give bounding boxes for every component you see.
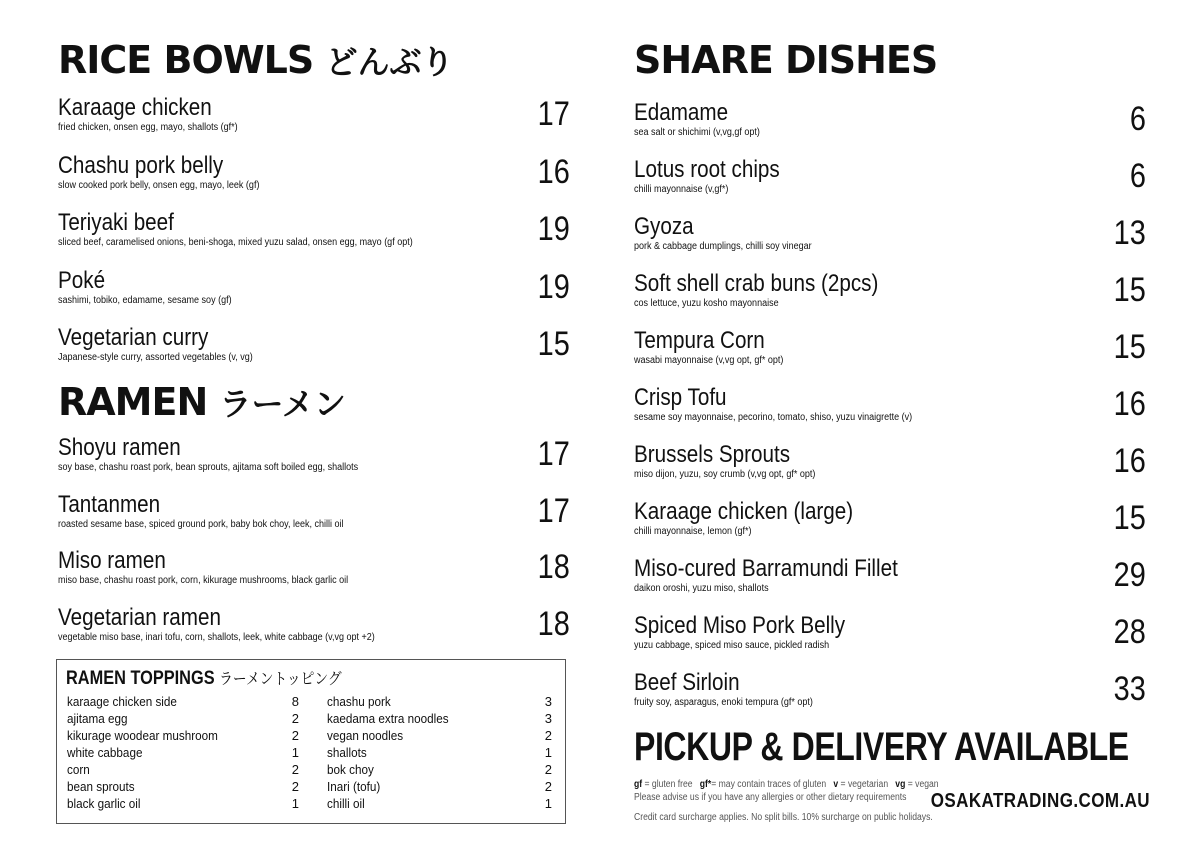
topping-price: 3 [544,711,552,726]
menu-item [634,555,1146,595]
menu-item [58,324,570,364]
topping-name: kaedama extra noodles [327,711,449,726]
ramen-heading [58,380,346,426]
menu-item [58,209,570,249]
toppings-heading [66,666,342,690]
topping-name: white cabbage [67,745,143,760]
rice-bowls-heading [58,38,454,84]
ramen-title: RAMEN [58,380,208,424]
topping-row [67,693,299,710]
share-dishes-heading [634,38,937,82]
menu-item-price: 18 [537,548,570,586]
menu-item-price: 6 [1129,157,1146,195]
menu-item-name: Beef Sirloin [634,669,740,696]
menu-item-name: Spiced Miso Pork Belly [634,612,846,639]
surcharge-note: Credit card surcharge applies. No split bills. 10% surcharge on public holidays. [634,812,933,823]
legend-gf-star-text: = may contain traces of gluten [711,779,827,790]
topping-price: 8 [291,694,299,709]
topping-price: 2 [291,711,299,726]
menu-item [58,434,570,474]
ramen-title-jp: ラーメン [219,385,346,423]
topping-row [67,710,299,727]
menu-item-name: Lotus root chips [634,156,780,183]
menu-item-description: soy base, chashu roast pork, bean sprouts, ajitama soft boiled egg, shallots [58,462,359,473]
topping-name: karaage chicken side [67,694,177,709]
topping-price: 2 [291,728,299,743]
topping-price: 2 [544,779,552,794]
topping-row [67,761,299,778]
topping-name: black garlic oil [67,796,141,811]
menu-item-price: 15 [1113,271,1146,309]
menu-item-name: Vegetarian curry [58,324,209,351]
topping-row [327,744,552,761]
menu-item [634,384,1146,424]
topping-row [67,744,299,761]
menu-item-name: Soft shell crab buns (2pcs) [634,270,879,297]
menu-item-price: 16 [1113,385,1146,423]
topping-name: chilli oil [327,796,365,811]
topping-name: Inari (tofu) [327,779,381,794]
menu-item-price: 19 [537,267,570,306]
menu-item-price: 18 [537,604,570,643]
menu-item [634,441,1146,481]
menu-item [634,669,1146,709]
menu-item [58,491,570,531]
menu-item-description: Japanese-style curry, assorted vegetables (v, vg) [58,352,253,363]
menu-item-description: cos lettuce, yuzu kosho mayonnaise [634,298,779,309]
menu-item-price: 16 [537,152,570,191]
topping-row [67,795,299,812]
menu-item [58,267,570,307]
menu-item-description: chilli mayonnaise, lemon (gf*) [634,526,752,537]
menu-item-price: 19 [537,210,570,248]
topping-price: 2 [544,762,552,777]
menu-item [634,270,1146,310]
topping-row [327,693,552,710]
topping-row [67,727,299,744]
topping-price: 1 [291,796,299,811]
topping-price: 1 [544,745,552,760]
menu-item-name: Karaage chicken (large) [634,498,854,525]
topping-price: 2 [291,779,299,794]
menu-item-description: chilli mayonnaise (v,gf*) [634,184,729,195]
menu-item-price: 6 [1129,100,1146,138]
topping-price: 3 [544,694,552,709]
allergy-note: Please advise us if you have any allergies or other dietary requirements [634,792,907,803]
topping-price: 2 [291,762,299,777]
topping-price: 2 [544,728,552,743]
menu-item-price: 16 [1113,442,1146,480]
topping-row [327,795,552,812]
ramen-toppings-box [56,659,566,824]
share-dishes-title: SHARE DISHES [634,38,938,82]
menu-item-name: Edamame [634,99,729,126]
menu-item-description: miso base, chashu roast pork, corn, kikurage mushrooms, black garlic oil [58,575,349,586]
topping-name: chashu pork [327,694,391,709]
menu-item-price: 15 [537,325,570,363]
legend-vg-text: = vegan [907,779,939,790]
menu-item [58,94,570,134]
legend-vg-key: vg [895,779,906,790]
menu-item-description: sea salt or shichimi (v,vg,gf opt) [634,127,760,138]
topping-row [327,778,552,795]
menu-item-price: 28 [1113,613,1146,651]
topping-row [327,727,552,744]
topping-name: vegan noodles [327,728,404,743]
topping-row [327,710,552,727]
menu-item-name: Karaage chicken [58,94,212,121]
menu-item-price: 13 [1113,214,1146,252]
menu-item-description: daikon oroshi, yuzu miso, shallots [634,583,769,594]
dietary-legend [634,779,939,791]
menu-item-price: 15 [1113,499,1146,537]
menu-item-description: slow cooked pork belly, onsen egg, mayo, leek (gf) [58,179,260,191]
menu-item-description: miso dijon, yuzu, soy crumb (v,vg opt, gf* opt) [634,469,816,480]
legend-v-key: v [833,779,839,790]
website-link[interactable]: OSAKATRADING.COM.AU [930,790,1150,812]
menu-item-price: 17 [537,95,570,133]
menu-item-name: Crisp Tofu [634,384,727,411]
topping-price: 1 [291,745,299,760]
menu-item-price: 33 [1113,670,1146,708]
menu-item-price: 17 [537,491,570,530]
topping-name: shallots [327,745,367,760]
menu-item-name: Vegetarian ramen [58,603,221,631]
menu-item-description: pork & cabbage dumplings, chilli soy vinegar [634,241,812,252]
menu-item-name: Chashu pork belly [58,151,224,179]
topping-name: kikurage woodear mushroom [67,728,218,743]
menu-item [58,152,570,192]
menu-item-description: wasabi mayonnaise (v,vg opt, gf* opt) [634,355,784,366]
legend-gf-text: = gluten free [644,779,693,790]
menu-item-name: Tempura Corn [634,327,765,354]
legend-v-text: = vegetarian [840,779,889,790]
menu-item [58,604,570,644]
menu-item-name: Miso ramen [58,547,166,574]
menu-item [634,498,1146,538]
menu-item-price: 17 [537,435,570,473]
menu-item-description: sliced beef, caramelised onions, beni-shoga, mixed yuzu salad, onsen egg, mayo (gf opt) [58,237,413,248]
menu-item-description: yuzu cabbage, spiced miso sauce, pickled radish [634,640,830,651]
menu-item-name: Teriyaki beef [58,209,174,236]
topping-name: ajitama egg [67,711,128,726]
topping-row [327,761,552,778]
legend-gf-key: gf [634,779,643,790]
menu-item-price: 15 [1113,328,1146,366]
legend-gf-star-key: gf* [699,779,712,790]
topping-name: corn [67,762,90,777]
menu-item [634,99,1146,139]
pickup-delivery-banner: PICKUP & DELIVERY AVAILABLE [634,725,1129,769]
toppings-title-jp: ラーメントッピング [219,671,342,688]
menu-item-description: sesame soy mayonnaise, pecorino, tomato, shiso, yuzu vinaigrette (v) [634,412,913,423]
menu-item-description: fruity soy, asparagus, enoki tempura (gf* opt) [634,697,813,708]
menu-item [58,547,570,587]
menu-item [634,156,1146,196]
menu-item-description: vegetable miso base, inari tofu, corn, shallots, leek, white cabbage (v,vg opt +2) [58,631,375,643]
menu-item-description: fried chicken, onsen egg, mayo, shallots (gf*) [58,122,238,133]
menu-item [634,327,1146,367]
menu-item-name: Brussels Sprouts [634,441,791,468]
menu-item-description: roasted sesame base, spiced ground pork, baby bok choy, leek, chilli oil [58,518,344,530]
menu-item-price: 29 [1113,556,1146,594]
rice-bowls-title-jp: どんぶり [325,43,454,81]
topping-price: 1 [544,796,552,811]
rice-bowls-title: RICE BOWLS [58,38,314,82]
topping-row [67,778,299,795]
topping-name: bean sprouts [67,779,135,794]
toppings-title: RAMEN TOPPINGS [66,668,215,689]
menu-item-name: Tantanmen [58,490,161,518]
topping-name: bok choy [327,762,374,777]
menu-item-name: Gyoza [634,213,694,240]
menu-item-name: Shoyu ramen [58,434,181,461]
menu-item-name: Miso-cured Barramundi Fillet [634,555,898,582]
menu-item [634,612,1146,652]
menu-item-name: Poké [58,266,106,294]
menu-item [634,213,1146,253]
menu-item-description: sashimi, tobiko, edamame, sesame soy (gf) [58,294,232,306]
